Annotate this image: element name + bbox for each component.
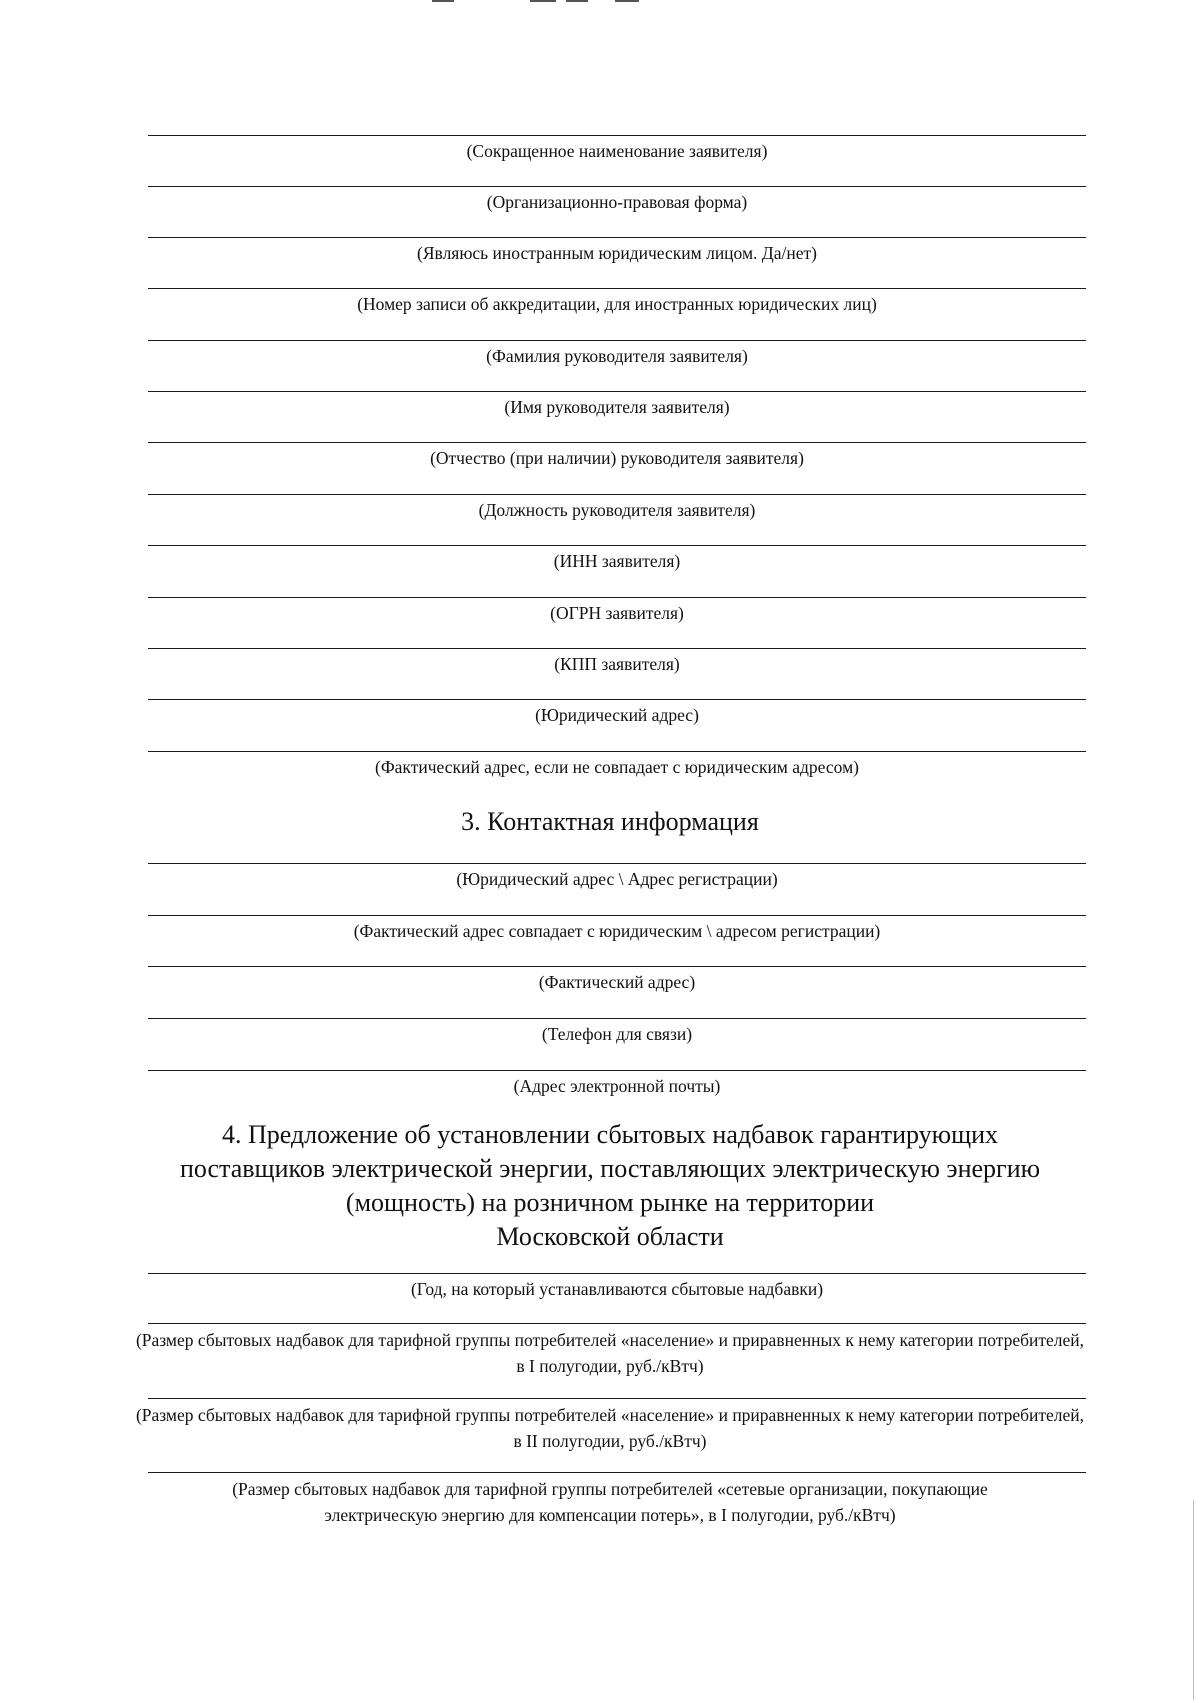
- scan-edge: [1193, 1500, 1194, 1700]
- field-email[interactable]: [148, 1070, 1086, 1098]
- fill-line: [148, 1398, 1086, 1399]
- section-4-heading: [130, 1118, 1090, 1254]
- field-caption: (Фактический адрес, если не совпадает с юридическим адресом): [375, 757, 859, 777]
- field-caption: (Размер сбытовых надбавок для тарифной группы потребителей «население» и приравненных к нему категории потребителей, в II полугодии, руб./кВтч): [135, 1405, 1085, 1451]
- field-contact-actual-address[interactable]: [148, 966, 1086, 994]
- field-ogrn[interactable]: [148, 597, 1086, 625]
- field-accreditation-number[interactable]: [148, 288, 1086, 316]
- field-caption: (ОГРН заявителя): [550, 603, 684, 623]
- fill-line: [148, 1070, 1086, 1071]
- field-caption: (КПП заявителя): [554, 654, 680, 674]
- field-short-name[interactable]: [148, 135, 1086, 163]
- section-4-heading-line: (мощность) на розничном рынке на территории: [345, 1188, 875, 1217]
- field-caption: (Юридический адрес \ Адрес регистрации): [456, 869, 778, 889]
- field-markup-population-h1[interactable]: [130, 1323, 1090, 1379]
- scan-artifact: [530, 0, 556, 2]
- fill-line: [148, 597, 1086, 598]
- fill-line: [148, 648, 1086, 649]
- field-markup-year[interactable]: [148, 1273, 1086, 1301]
- fill-line: [148, 751, 1086, 752]
- field-caption: (Фамилия руководителя заявителя): [486, 346, 748, 366]
- field-caption: (Размер сбытовых надбавок для тарифной группы потребителей «сетевые организации, покупающие электрическую энергию для компенсации потерь», в I полугодии, руб./кВтч): [232, 1479, 988, 1525]
- field-caption: (Адрес электронной почты): [513, 1076, 721, 1096]
- fill-line: [148, 288, 1086, 289]
- fill-line: [148, 545, 1086, 546]
- field-caption: (Сокращенное наименование заявителя): [466, 141, 768, 161]
- field-actual-address[interactable]: [148, 751, 1086, 779]
- field-actual-matches-legal[interactable]: [148, 915, 1086, 943]
- fill-line: [148, 1273, 1086, 1274]
- field-caption: (Год, на который устанавливаются сбытовые надбавки): [410, 1279, 824, 1299]
- scan-artifact: [432, 0, 454, 2]
- field-caption: (Размер сбытовых надбавок для тарифной группы потребителей «население» и приравненных к нему категории потребителей, в I полугодии, руб./кВтч): [135, 1330, 1085, 1376]
- fill-line: [148, 863, 1086, 864]
- field-caption: (Организационно-правовая форма): [486, 192, 748, 212]
- fill-line: [148, 1323, 1086, 1324]
- field-legal-address[interactable]: [148, 699, 1086, 727]
- section-3-heading: 3. Контактная информация: [461, 807, 759, 836]
- field-inn[interactable]: [148, 545, 1086, 573]
- field-head-surname[interactable]: [148, 340, 1086, 368]
- field-registration-address[interactable]: [148, 863, 1086, 891]
- field-head-patronymic[interactable]: [148, 442, 1086, 470]
- fill-line: [148, 966, 1086, 967]
- scan-artifact: [615, 0, 639, 2]
- fill-line: [148, 237, 1086, 238]
- fill-line: [148, 391, 1086, 392]
- field-phone[interactable]: [148, 1018, 1086, 1046]
- field-markup-population-h2[interactable]: [130, 1398, 1090, 1454]
- section-4-heading-line: 4. Предложение об установлении сбытовых надбавок гарантирующих: [221, 1120, 999, 1149]
- fill-line: [148, 135, 1086, 136]
- fill-line: [148, 1018, 1086, 1019]
- field-caption: (Юридический адрес): [535, 705, 699, 725]
- field-head-name[interactable]: [148, 391, 1086, 419]
- fill-line: [148, 1472, 1086, 1473]
- section-4-heading-line: Московской области: [496, 1222, 724, 1251]
- field-legal-form[interactable]: [148, 186, 1086, 214]
- fill-line: [148, 340, 1086, 341]
- fill-line: [148, 699, 1086, 700]
- field-caption: (Имя руководителя заявителя): [504, 397, 730, 417]
- field-caption: (Фактический адрес): [538, 972, 696, 992]
- fill-line: [148, 186, 1086, 187]
- field-caption: (Являюсь иностранным юридическим лицом. Да/нет): [417, 243, 817, 263]
- field-caption: (Отчество (при наличии) руководителя заявителя): [430, 448, 804, 468]
- field-head-position[interactable]: [148, 494, 1086, 522]
- field-caption: (Номер записи об аккредитации, для иностранных юридических лиц): [357, 294, 877, 314]
- scan-artifact: [566, 0, 588, 2]
- section-4-heading-line: поставщиков электрической энергии, поставляющих электрическую энергию: [179, 1154, 1041, 1183]
- field-kpp[interactable]: [148, 648, 1086, 676]
- field-foreign-entity[interactable]: [148, 237, 1086, 265]
- fill-line: [148, 494, 1086, 495]
- field-markup-grid-losses-h1[interactable]: [130, 1472, 1090, 1528]
- field-caption: (Должность руководителя заявителя): [478, 500, 756, 520]
- field-caption: (Телефон для связи): [541, 1024, 693, 1044]
- field-caption: (Фактический адрес совпадает с юридическим \ адресом регистрации): [353, 921, 881, 941]
- fill-line: [148, 442, 1086, 443]
- fill-line: [148, 915, 1086, 916]
- field-caption: (ИНН заявителя): [553, 551, 681, 571]
